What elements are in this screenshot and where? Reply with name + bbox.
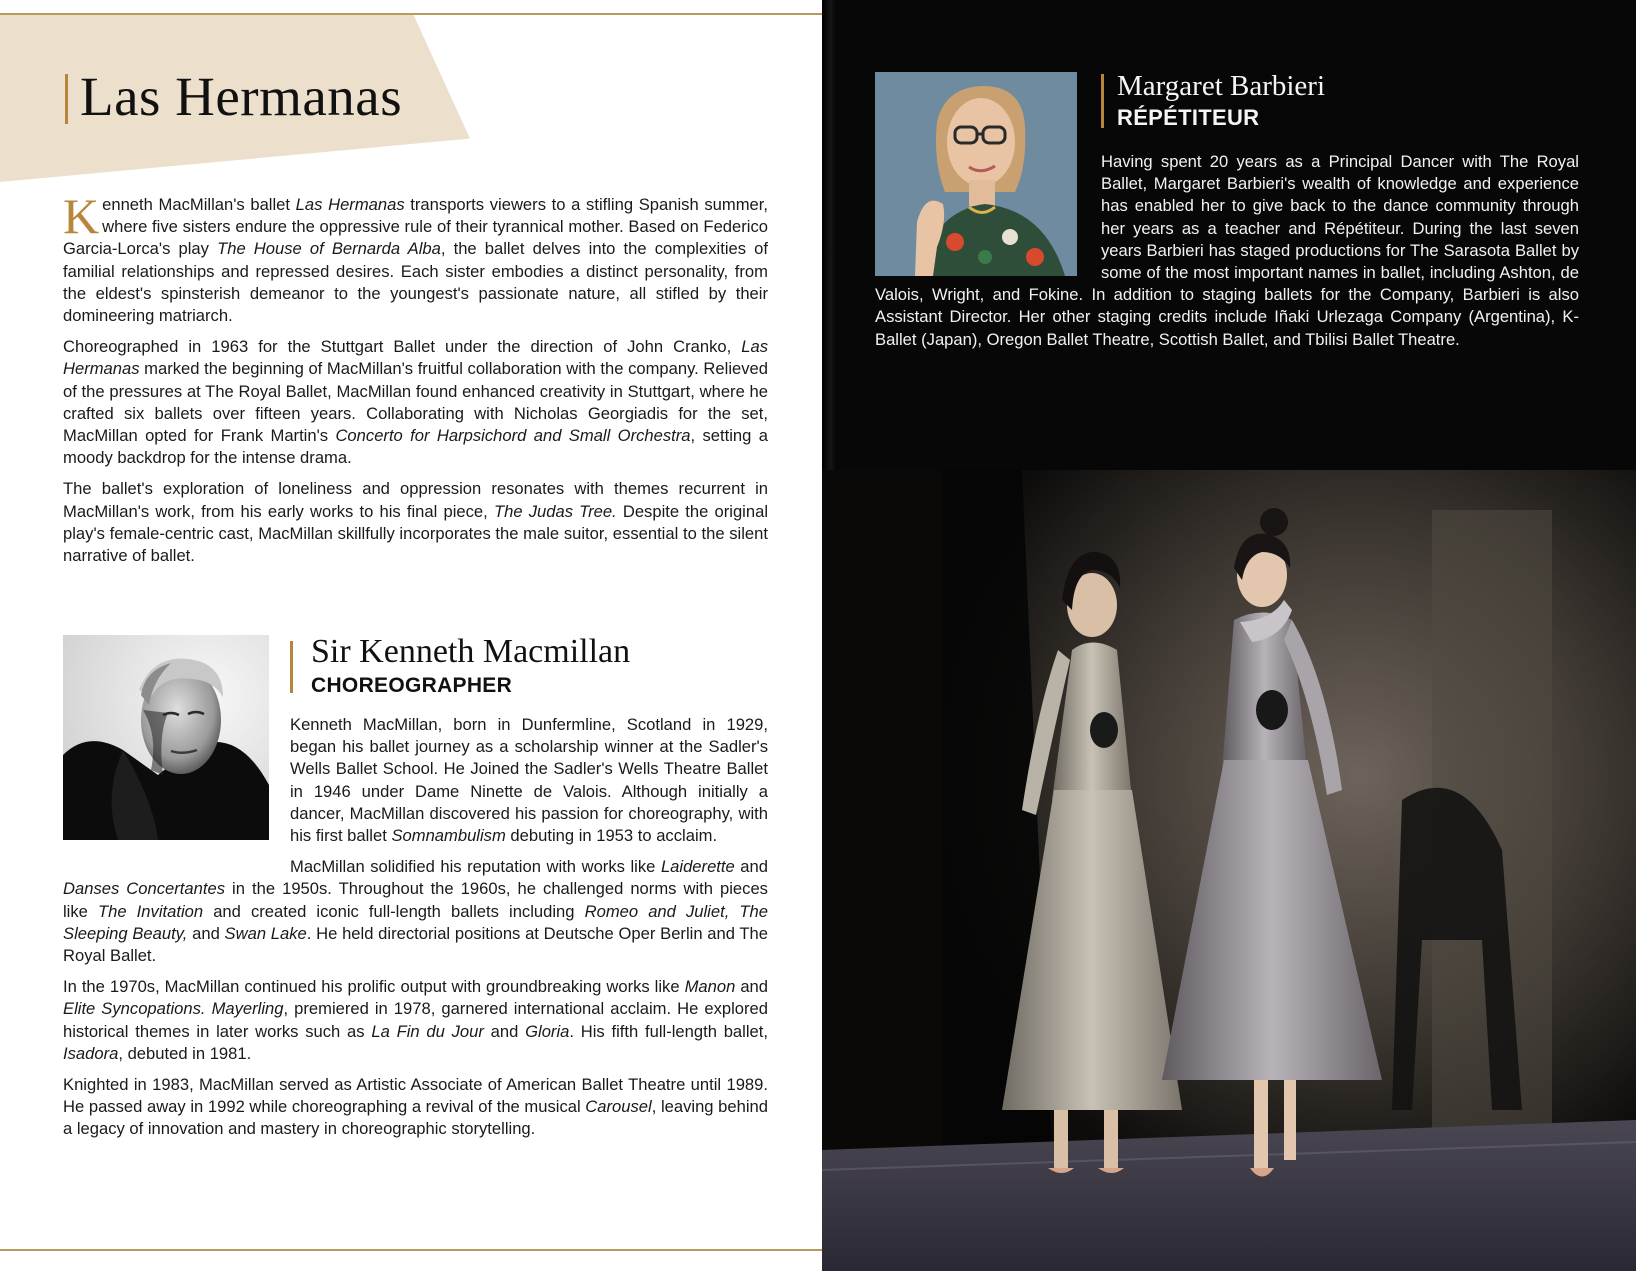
text-run: and	[735, 977, 768, 997]
italic-title-run: Isadora	[63, 1043, 119, 1063]
choreographer-accent-bar	[290, 641, 293, 693]
text-run: . His fifth full-length ballet,	[569, 1021, 768, 1041]
repetiteur-accent-bar	[1101, 74, 1104, 128]
choreographer-role: CHOREOGRAPHER	[311, 674, 513, 697]
ballet-stage-photo	[822, 470, 1636, 1271]
intro-paragraph-2	[63, 336, 768, 469]
text-run: , debuted in 1981.	[118, 1043, 252, 1063]
text-run: in the 1950s. Throughout the 1960s, he challenged norms with pieces like	[63, 879, 768, 921]
text-run: and	[187, 923, 225, 943]
italic-title-run: Elite Syncopations. Mayerling	[63, 999, 284, 1019]
top-gold-rule	[0, 13, 822, 15]
text-run: MacMillan solidified his reputation with works like	[290, 857, 661, 877]
title-accent-bar	[65, 74, 68, 124]
italic-title-run: Laiderette	[660, 857, 735, 877]
intro-paragraph-1	[63, 188, 768, 327]
italic-title-run: Somnambulism	[391, 826, 506, 846]
intro-text	[63, 188, 769, 576]
text-run: . He held directorial positions at Deutsche Oper Berlin and The Royal Ballet.	[63, 923, 769, 966]
text-run: Kenneth MacMillan, born in Dunfermline, Scotland in 1929, began his ballet journey as a scholarship winner at the Sadler's Wells Ballet School. He Joined the Sadler's Wells Theatre Ballet in 1946 under Dame Ninette de Valois. Although initially a dancer, MacMillan discovered his passion for choreography, with his first ballet	[290, 715, 768, 846]
text-run: enneth MacMillan's ballet	[102, 195, 296, 214]
italic-title-run: The Judas Tree.	[493, 501, 617, 521]
italic-title-run: Romeo and Juliet, The Sleeping Beauty,	[63, 901, 768, 943]
repetiteur-role: RÉPÉTITEUR	[1117, 105, 1260, 130]
text-run: Choreographed in 1963 for the Stuttgart Ballet under the direction of John Cranko,	[63, 337, 742, 357]
choreographer-paragraph-4	[63, 1074, 768, 1141]
italic-title-run: Gloria	[525, 1021, 570, 1041]
text-run: and	[734, 857, 768, 877]
drop-cap: K	[63, 188, 100, 244]
italic-title-run: Manon	[684, 977, 736, 997]
italic-title-run: Swan Lake	[224, 923, 307, 943]
intro-paragraph-3	[63, 478, 768, 567]
repetiteur-bio	[875, 151, 1579, 351]
italic-title-run: The Invitation	[98, 901, 204, 921]
choreographer-paragraph-2	[63, 856, 768, 967]
text-run: The ballet's exploration of loneliness and oppression resonates with themes recurrent in MacMillan's work, from his early works to his final piece,	[63, 479, 768, 521]
text-run: , the ballet delves into the complexities of familial relationships and repressed desires. Each sister embodies a distinct personality, from the eldest's spinsterish demeanor to the youngest's passionate nature, all stifled by their domineering matriarch.	[63, 239, 768, 326]
right-page	[822, 0, 1636, 1271]
choreographer-name: Sir Kenneth Macmillan	[311, 633, 631, 670]
text-run: , setting a moody backdrop for the intense drama.	[63, 426, 768, 468]
choreographer-bio	[63, 714, 768, 1150]
italic-title-run: Concerto for Harpsichord and Small Orchestra	[335, 426, 691, 446]
italic-title-run: Las Hermanas	[295, 195, 405, 214]
italic-title-run: La Fin du Jour	[371, 1021, 484, 1041]
text-run: In the 1970s, MacMillan continued his prolific output with groundbreaking works like	[63, 977, 685, 997]
text-run: marked the beginning of MacMillan's fruitful collaboration with the company. Relieved of the pressures at The Royal Ballet, MacMillan found enhanced creativity in Stuttgart, where he crafted six ballets over fifteen years. Collaborating with Nicholas Georgiadis for the set, MacMillan opted for Frank Martin's	[63, 359, 768, 446]
text-run: and	[483, 1021, 526, 1041]
text-run: Having spent 20 years as a Principal Dancer with The Royal Ballet, Margaret Barbieri's wealth of knowledge and experience has enabled her to give back to the dance community through her years as a teacher and Répétiteur. During the last seven years Barbieri has staged productions for The Sarasota Ballet by some of the most important names in ballet, including Ashton, de Valois, Wright, and Fokine. In addition to staging ballets for the Company, Barbieri is also Assistant Director. Her other staging credits include Iñaki Urlezaga Company (Argentina), K-Ballet (Japan), Oregon Ballet Theatre, Scottish Ballet, and Tbilisi Ballet Theatre.	[875, 152, 1579, 349]
italic-title-run: Carousel	[585, 1097, 652, 1117]
text-run: transports viewers to a stifling Spanish summer, where five sisters endure the oppressive rule of their tyrannical mother. Based on Federico Garcia-Lorca's play	[63, 195, 768, 259]
text-run: , premiered in 1978, garnered international acclaim. He explored historical themes in later works such as	[63, 999, 768, 1041]
text-run: Despite the original play's female-centric cast, MacMillan skillfully incorporates the male suitor, essential to the silent narrative of ballet.	[63, 501, 769, 566]
repetiteur-name: Margaret Barbieri	[1117, 70, 1326, 102]
text-run: , leaving behind a legacy of innovation and mastery in choreographic storytelling.	[63, 1097, 768, 1139]
text-run: debuting in 1953 to acclaim.	[505, 826, 718, 846]
page-title: Las Hermanas	[80, 66, 403, 127]
bottom-gold-rule	[0, 1249, 822, 1251]
text-run: Knighted in 1983, MacMillan served as Artistic Associate of American Ballet Theatre until 1989. He passed away in 1992 while choreographing a revival of the musical	[63, 1075, 768, 1117]
italic-title-run: Las Hermanas	[63, 337, 768, 379]
choreographer-paragraph-3	[63, 976, 768, 1065]
text-run: and created iconic full-length ballets including	[203, 901, 585, 921]
italic-title-run: The House of Bernarda Alba	[217, 239, 441, 259]
italic-title-run: Danses Concertantes	[63, 879, 225, 899]
